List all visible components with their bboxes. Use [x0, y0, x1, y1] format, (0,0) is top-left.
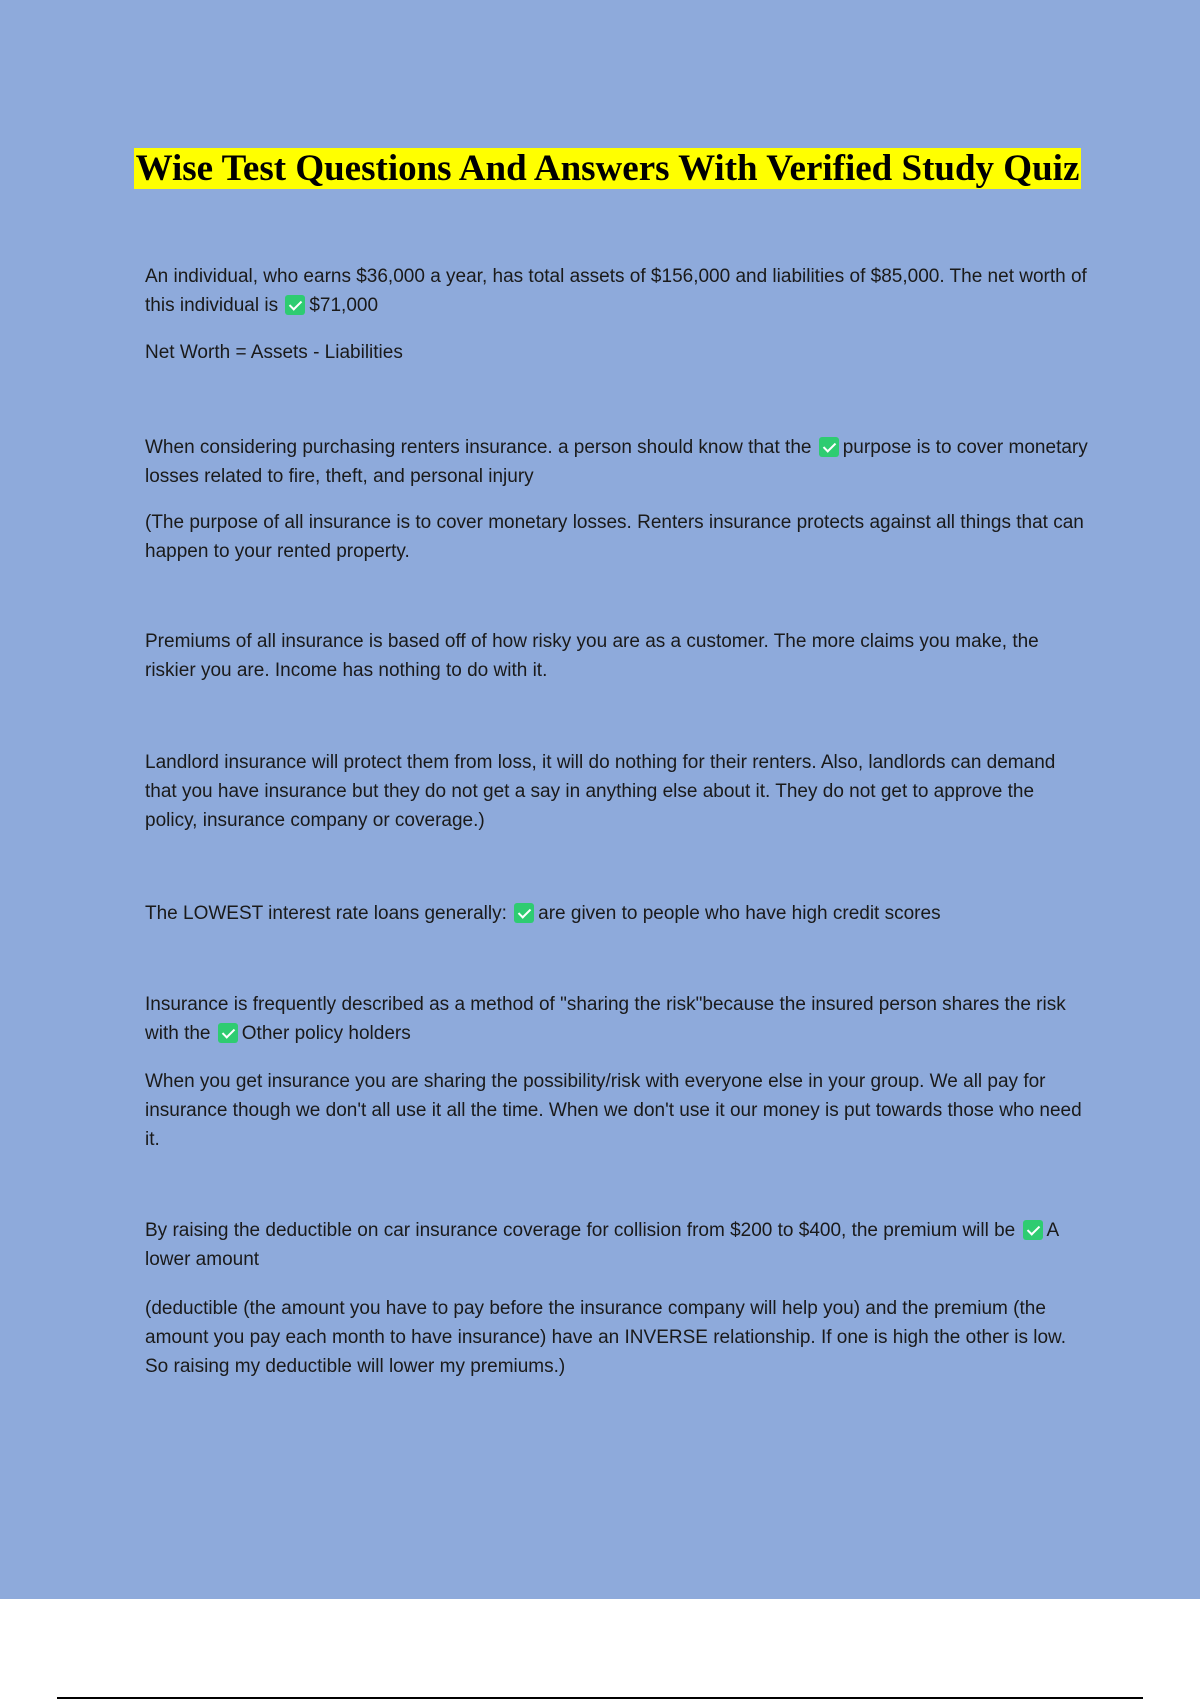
explanation-5-text: (deductible (the amount you have to pay before the insurance company will help you) and the premium (the amount you pay each month to have insurance) have an INVERSE relationship. If one is high the other is low. So raising my deductible will lower my premiums.) [145, 1298, 1066, 1377]
check-icon [218, 1023, 238, 1043]
title-text: Wise Test Questions And Answers With Verified Study Quiz [135, 148, 1080, 189]
explanation-2-text: (The purpose of all insurance is to cover monetary losses. Renters insurance protects against all things that can happen to your rented property. [145, 512, 1084, 562]
explanation-2 [145, 508, 1090, 566]
question-3-text: The LOWEST interest rate loans generally: [145, 903, 507, 924]
answer-4-text: Other policy holders [241, 1023, 411, 1044]
answer-2-text: purpose is to cover monetary losses related to fire, theft, and personal injury [145, 437, 1088, 487]
explanation-4-text: When you get insurance you are sharing the possibility/risk with everyone else in your group. We all pay for insurance though we don't all use it all the time. When we don't use it our money is put towards those who need it. [145, 1071, 1082, 1150]
question-2 [145, 433, 1090, 491]
question-5-text: By raising the deductible on car insurance coverage for collision from $200 to $400, the premium will be [145, 1220, 1016, 1241]
question-4 [145, 990, 1090, 1048]
explanation-2-premiums-text: Premiums of all insurance is based off of how risky you are as a customer. The more claims you make, the riskier you are. Income has nothing to do with it. [145, 631, 1039, 681]
question-2-text: When considering purchasing renters insurance. a person should know that the [145, 437, 812, 458]
explanation-5 [145, 1294, 1090, 1381]
explanation-1 [145, 338, 1090, 367]
question-1-text: An individual, who earns $36,000 a year, has total assets of $156,000 and liabilities of $85,000. The net worth of this individual is [145, 266, 1087, 316]
question-5 [145, 1216, 1090, 1274]
document-title [130, 143, 1085, 194]
question-4-text: Insurance is frequently described as a method of "sharing the risk"because the insured person shares the risk with the [145, 994, 1066, 1044]
check-icon [819, 437, 839, 457]
explanation-2-landlord-text: Landlord insurance will protect them from loss, it will do nothing for their renters. Also, landlords can demand that you have insurance but they do not get a say in anything else about it. They do not get to approve the policy, insurance company or coverage.) [145, 752, 1056, 831]
explanation-4 [145, 1067, 1090, 1154]
explanation-2-premiums [145, 627, 1090, 685]
explanation-2-landlord [145, 748, 1090, 835]
answer-5-text: A lower amount [145, 1220, 1059, 1270]
footer-divider [57, 1697, 1143, 1699]
explanation-1-text: Net Worth = Assets - Liabilities [145, 342, 403, 363]
answer-3-text: are given to people who have high credit scores [538, 903, 941, 924]
question-1 [145, 262, 1090, 320]
check-icon [514, 903, 534, 923]
check-icon [1023, 1220, 1043, 1240]
check-icon [285, 295, 305, 315]
answer-1-text: $71,000 [309, 295, 379, 316]
question-3 [145, 899, 1090, 928]
